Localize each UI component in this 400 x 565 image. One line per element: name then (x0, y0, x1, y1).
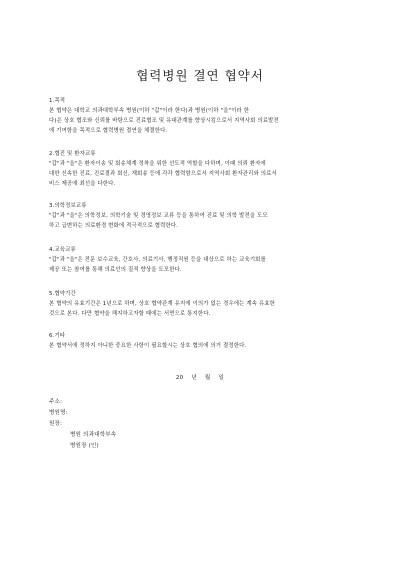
section-line: "갑"과 "을"은 환자이송 및 회송체계 정착을 위한 선도적 역할을 다하며, 이때 의뢰 환자에 (49, 161, 266, 167)
party-a-hospital: 병원 의과대학부속 (70, 432, 117, 438)
hospital-name-label: 병원명: (49, 410, 68, 416)
section-line: "갑"과 "을"은 전문 보수교육, 간호사, 의료기사, 행정직원 등을 대상으로 하는 교육기회를 (49, 257, 266, 263)
section-line: 본 협약의 유효기간은 1년으로 하며, 상호 협약관계 유지에 이의가 없는 경우에는 계속 유효한 (49, 301, 276, 307)
section-heading: 5.협약기간 (49, 291, 76, 297)
section-line: 본 협약서에 정하지 아니한 중요한 사항이 필요할시는 상호 협의에 의거 결정한다. (49, 343, 247, 349)
section-other (49, 331, 371, 351)
section-heading: 2.협진 및 환자교류 (49, 151, 96, 157)
document-title: 협력병원 결연 협약서 (136, 68, 264, 83)
section-heading: 4.교육교류 (49, 247, 76, 253)
section-line: 하고 급변하는 의료환경 변화에 적극적으로 협력한다. (49, 223, 179, 229)
section-education (49, 245, 371, 275)
section-heading: 1.목적 (49, 98, 66, 104)
director-label: 원장: (49, 421, 63, 427)
section-line: 본 협약은 대학교 의과대학부속 병원(이하 "갑"이라 한다)과 병원(이하 "을"이라 한 (49, 108, 250, 114)
section-line: 것으로 본다. 다만 협약을 해지하고자할 때에는 서면으로 통지한다. (49, 311, 211, 317)
section-line: 대한 신속한 진료, 진료결과 회신, 재회송 등에 각각 협력함으로서 지역사회 환자관리와 의료서 (49, 171, 277, 177)
section-heading: 3.의학정보교류 (49, 203, 87, 209)
section-heading: 6.기타 (49, 333, 66, 339)
date-line: 20 년 월 일 (175, 375, 225, 381)
signature-block (49, 397, 116, 452)
section-patient-exchange (49, 149, 371, 189)
section-term (49, 289, 371, 319)
section-line: 제공 또는 참여를 통해 의료인의 질적 향상을 도모한다. (49, 267, 182, 273)
section-medical-info (49, 201, 371, 231)
section-line: 비스 제공에 최선을 다한다. (49, 181, 116, 187)
section-line: 다)은 상호 협조와 신뢰를 바탕으로 진료협조 및 유대관계를 향상시킴으로서 지역사회 의료발전 (49, 118, 279, 124)
address-label: 주소: (49, 399, 63, 405)
section-purpose (49, 96, 371, 136)
party-a-director: 병원장 (인) (70, 443, 99, 449)
section-line: 에 기여함을 목적으로 협력병원 결연을 체결한다. (49, 128, 168, 134)
section-line: "갑"과 "을"은 의학정보, 의학기술 및 경영정보 교류 등을 통하여 진료 및 의학 발전을 도모 (49, 213, 268, 219)
